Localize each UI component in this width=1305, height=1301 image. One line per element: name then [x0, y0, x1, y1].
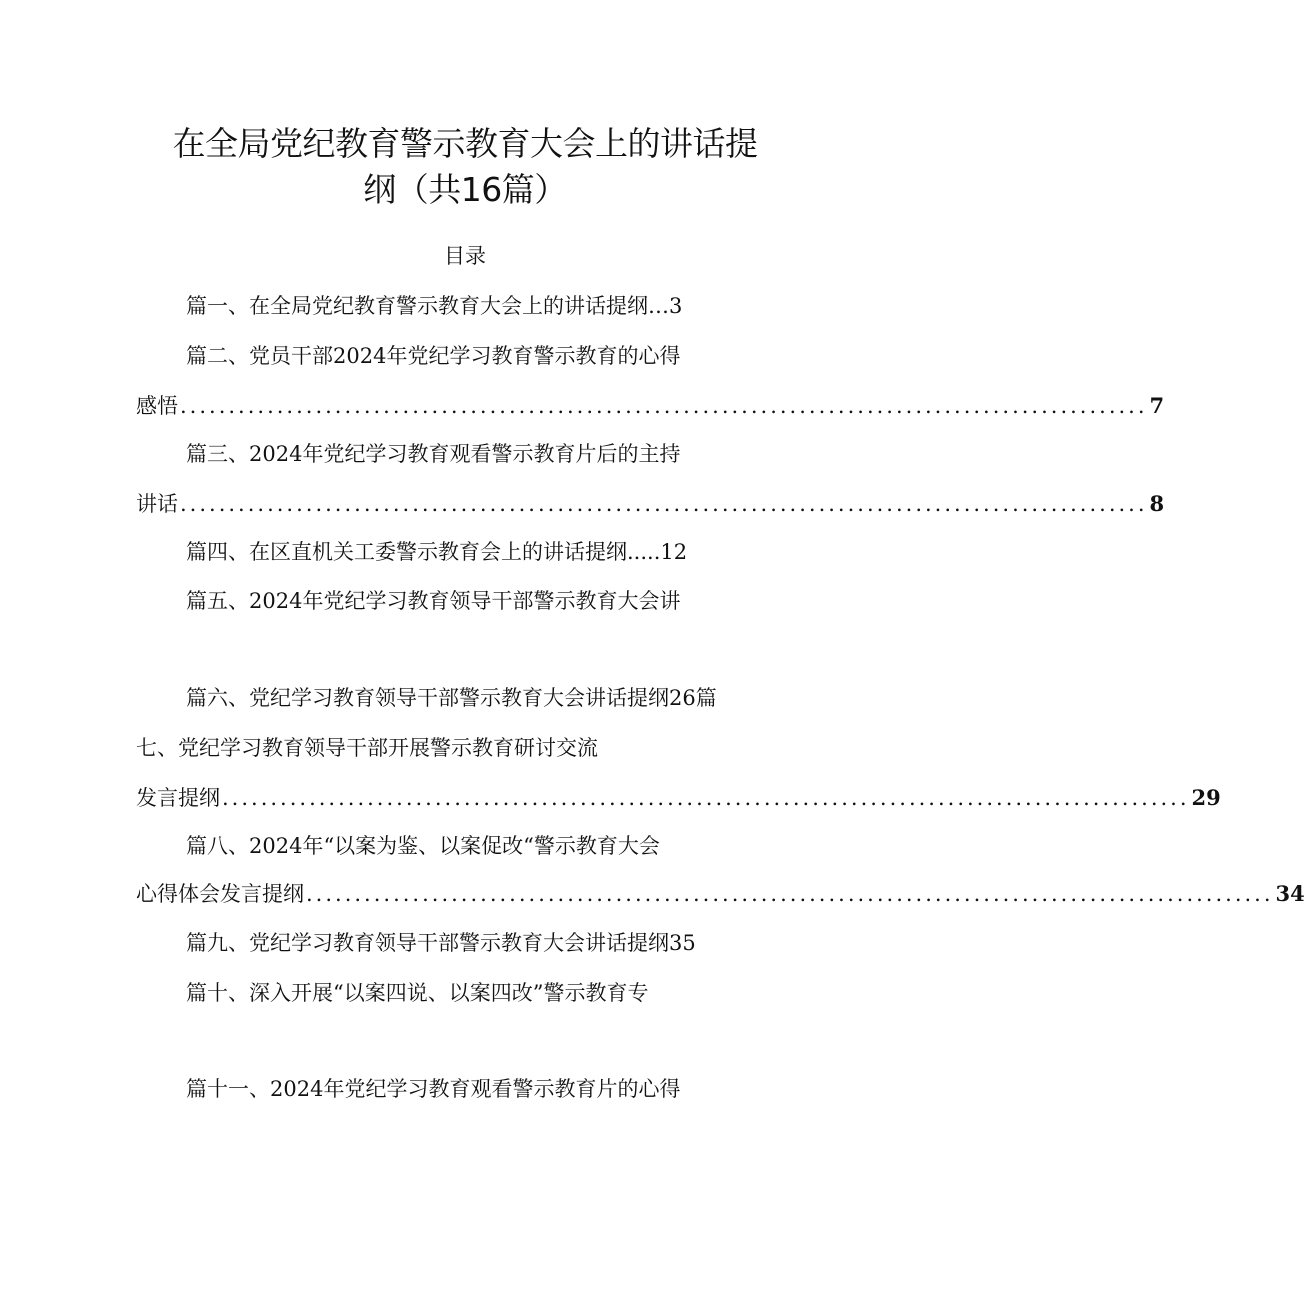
toc-entry-10[interactable]: 篇十、深入开展“以案四说、以案四改”警示教育专 — [186, 981, 649, 1005]
toc-entry-3[interactable]: 篇三、2024年党纪学习教育观看警示教育片后的主持 — [186, 442, 681, 466]
toc-leader-dots: .................................................................................................... — [306, 882, 1274, 906]
toc-entry-3-page: 8 — [1149, 491, 1165, 516]
toc-entry-4[interactable]: 篇四、在区直机关工委警示教育会上的讲话提纲.....12 — [186, 540, 688, 564]
toc-entry-8[interactable]: 篇八、2024年“以案为鉴、以案促改“警示教育大会 — [186, 834, 660, 858]
toc-entry-2-page: 7 — [1149, 393, 1165, 418]
toc-entry-8-page: 34 — [1275, 881, 1305, 906]
toc-entry-2-tail: 感悟 — [136, 394, 178, 418]
toc-entry-2-continuation[interactable] — [136, 392, 1165, 420]
toc-entry-9[interactable]: 篇九、党纪学习教育领导干部警示教育大会讲话提纲35 — [186, 931, 696, 955]
toc-entry-2[interactable]: 篇二、党员干部2024年党纪学习教育警示教育的心得 — [186, 344, 681, 368]
toc-entry-7[interactable]: 七、党纪学习教育领导干部开展警示教育研讨交流 — [136, 736, 598, 760]
toc-heading: 目录 — [444, 244, 486, 268]
toc-entry-3-continuation[interactable] — [136, 490, 1165, 518]
toc-entry-7-continuation[interactable] — [136, 784, 1221, 812]
toc-leader-dots: .................................................................................................... — [180, 394, 1148, 418]
toc-entry-11[interactable]: 篇十一、2024年党纪学习教育观看警示教育片的心得 — [186, 1077, 681, 1101]
toc-entry-7-page: 29 — [1191, 785, 1221, 810]
toc-entry-5[interactable]: 篇五、2024年党纪学习教育领导干部警示教育大会讲 — [186, 589, 681, 613]
toc-entry-7-tail: 发言提纲 — [136, 786, 220, 810]
toc-leader-dots: .................................................................................................... — [180, 492, 1148, 516]
document-title-line-1: 在全局党纪教育警示教育大会上的讲话提 — [172, 124, 758, 163]
toc-entry-1[interactable]: 篇一、在全局党纪教育警示教育大会上的讲话提纲…3 — [186, 294, 683, 318]
toc-entry-3-tail: 讲话 — [136, 492, 178, 516]
toc-entry-8-tail: 心得体会发言提纲 — [136, 882, 304, 906]
toc-leader-dots: .................................................................................................... — [222, 786, 1190, 810]
toc-entry-6[interactable]: 篇六、党纪学习教育领导干部警示教育大会讲话提纲26篇 — [186, 686, 717, 710]
toc-entry-8-continuation[interactable] — [136, 880, 1305, 908]
document-title-line-2: 纲（共16篇） — [363, 170, 567, 209]
